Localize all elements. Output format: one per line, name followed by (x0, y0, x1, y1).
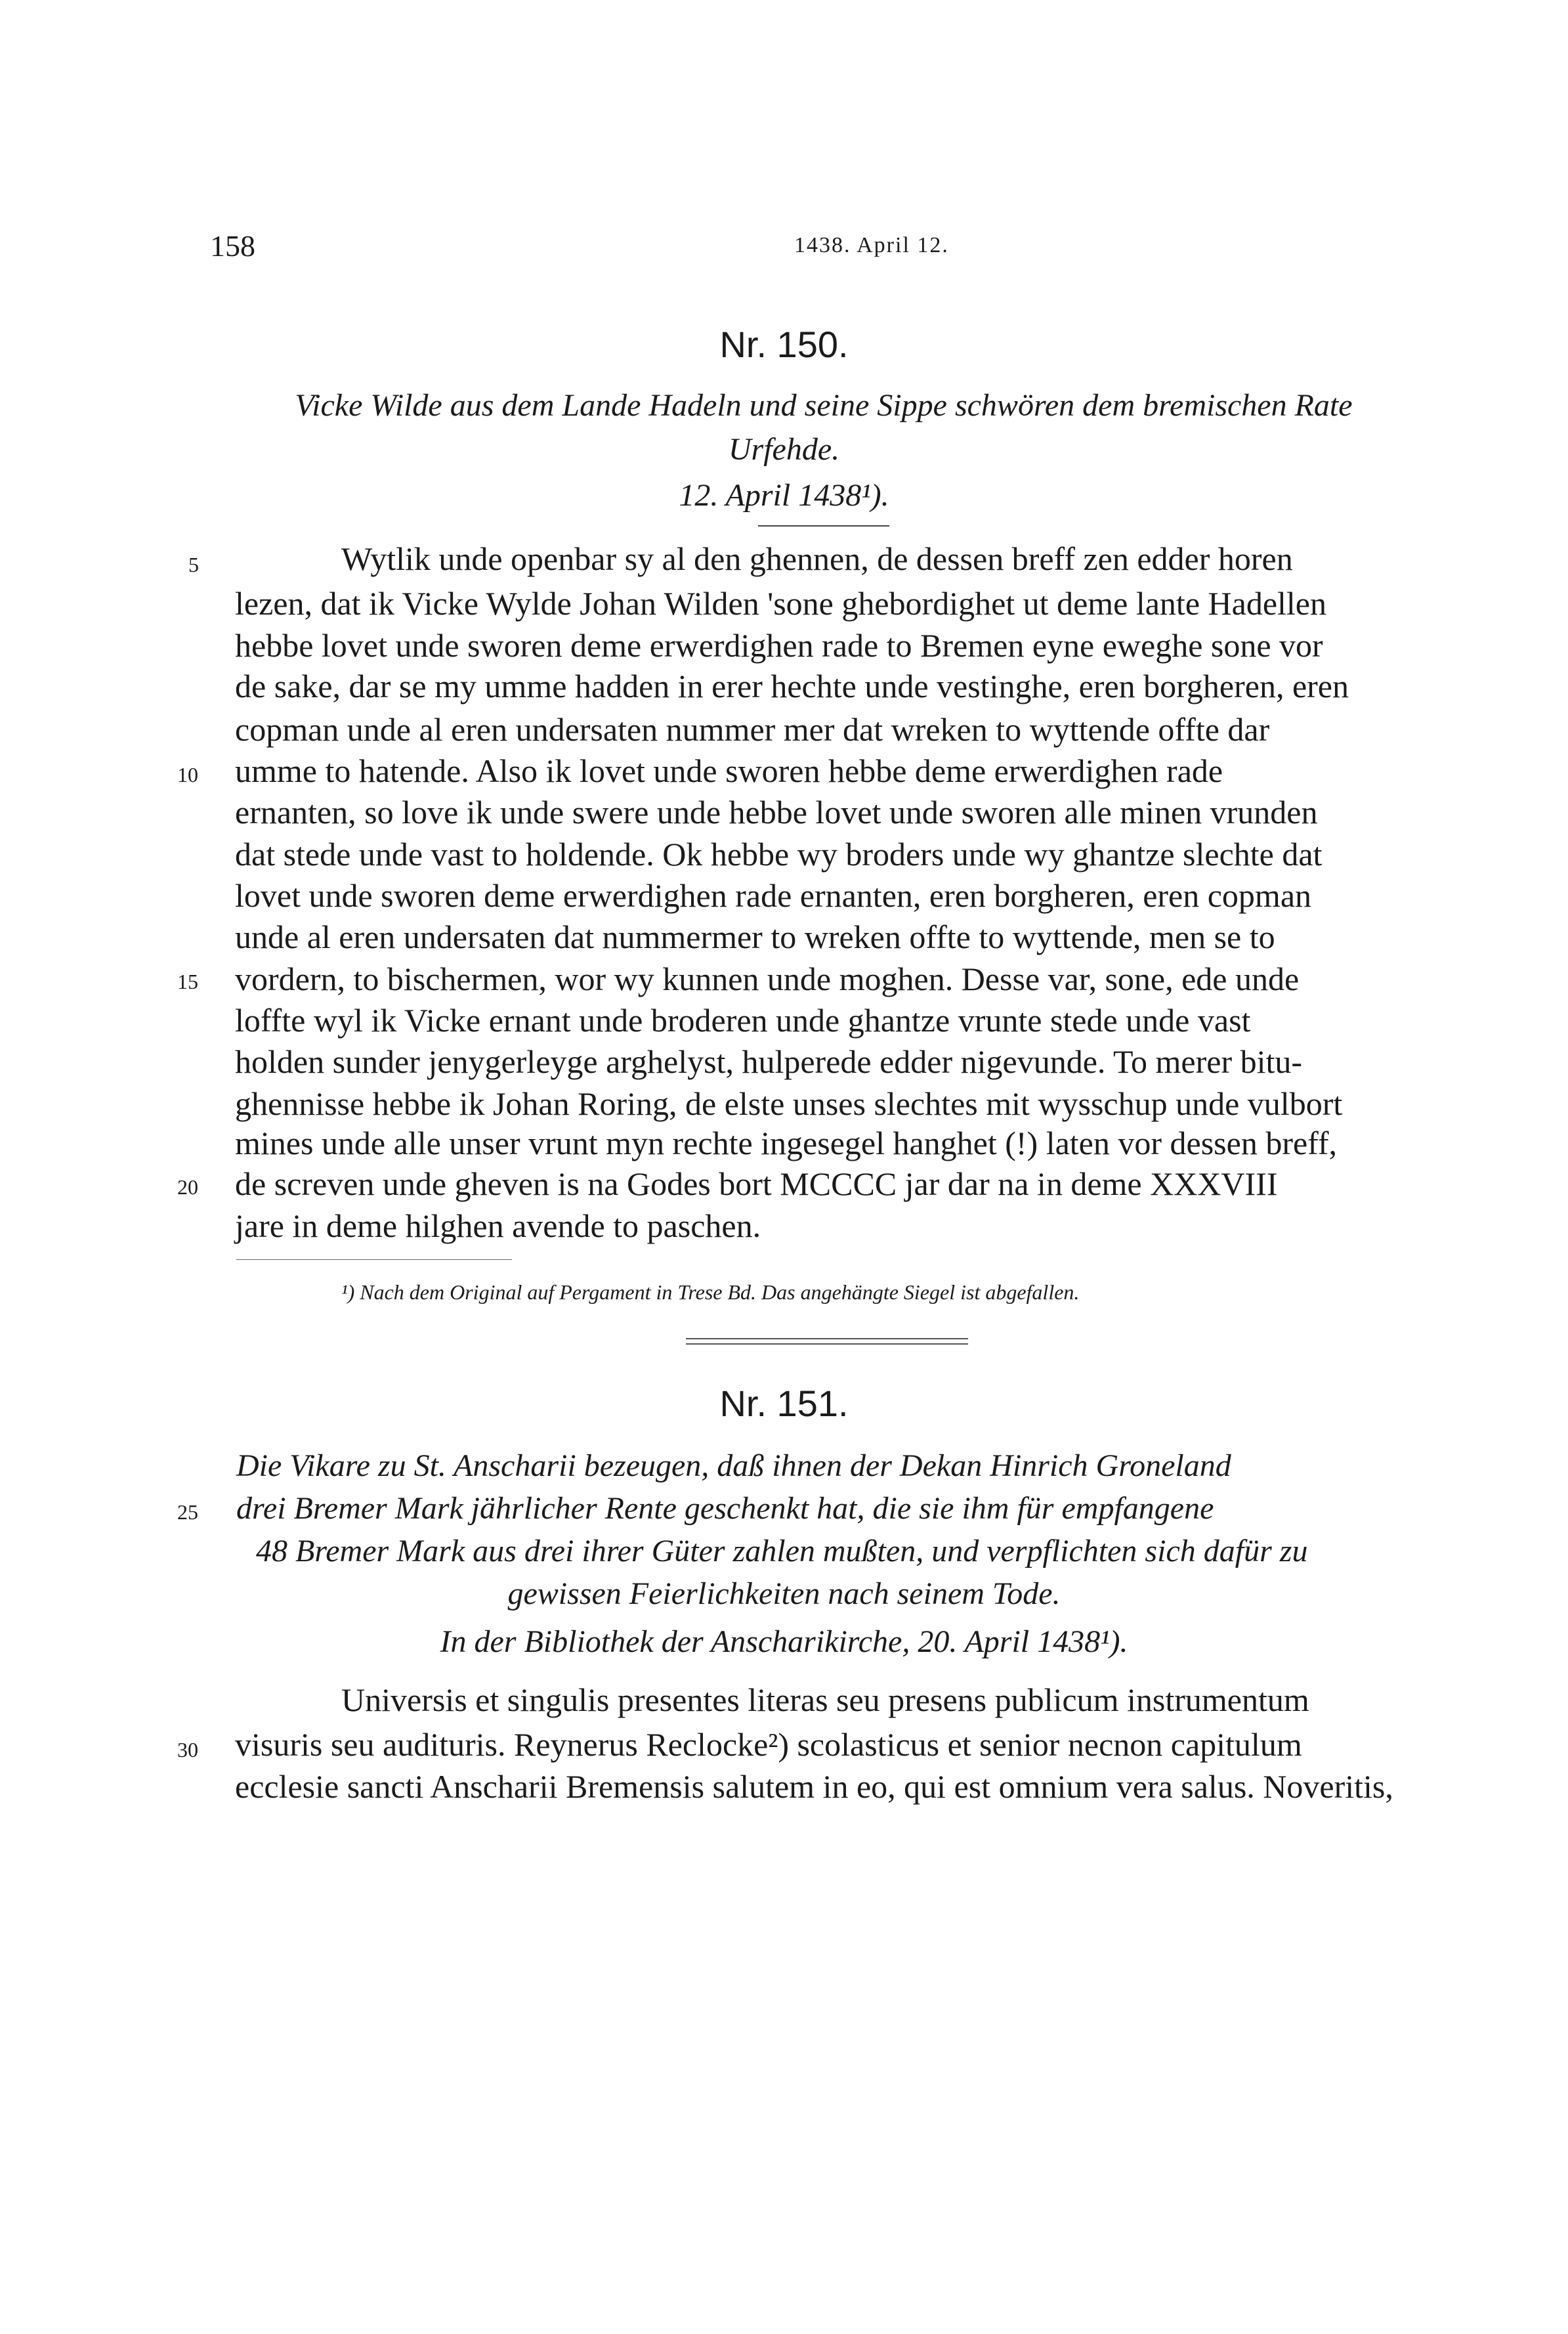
summary-150-date: 12. April 1438¹). (679, 478, 889, 513)
body-150-line: lovet unde sworen deme erwerdighen rade ernanten, eren borgheren, eren copman (235, 877, 1312, 914)
summary-150-line-1: Vicke Wilde aus dem Lande Hadeln und seine Sippe schwören dem bremischen Rate (295, 388, 1353, 423)
document-number-150: Nr. 150. (719, 324, 849, 365)
body-150-line: de sake, dar se my umme hadden in erer hechte unde vestinghe, eren borgheren, eren (235, 668, 1349, 704)
summary-151-line-3: 48 Bremer Mark aus drei ihrer Güter zahlen mußten, und verpflichten sich dafür zu (256, 1534, 1308, 1568)
document-number-151: Nr. 151. (719, 1383, 849, 1424)
summary-151-line-2: drei Bremer Mark jährlicher Rente geschenkt hat, die sie ihm für empfangene (236, 1491, 1214, 1526)
page-number: 158 (210, 229, 255, 263)
summary-151-source-date: In der Bibliothek der Anscharikirche, 20. April 1438¹). (440, 1624, 1128, 1659)
body-150-line: umme to hatende. Also ik lovet unde sworen hebbe deme erwerdighen rade (235, 752, 1223, 789)
body-150-line: mines unde alle unser vrunt myn rechte ingesegel hanghet (!) laten vor dessen breff, (235, 1125, 1338, 1161)
line-number: 30 (177, 1738, 198, 1761)
line-number: 20 (177, 1175, 198, 1199)
body-151-line: ecclesie sancti Anscharii Bremensis salutem in eo, qui est omnium vera salus. Noveritis, (235, 1768, 1393, 1805)
line-number: 10 (177, 763, 198, 787)
footnote-150: ¹) Nach dem Original auf Pergament in Trese Bd. Das angehängte Siegel ist abgefallen. (341, 1280, 1080, 1304)
body-150-line: hebbe lovet unde sworen deme erwerdighen rade to Bremen eyne eweghe sone vor (235, 627, 1323, 664)
body-150-line: holden sunder jenygerleyge arghelyst, hulperede edder nigevunde. To merer bitu- (235, 1043, 1303, 1080)
body-150-line: unde al eren undersaten dat nummermer to wreken offte to wyttende, men se to (235, 918, 1275, 955)
body-150-line: ernanten, so love ik unde swere unde hebbe lovet unde sworen alle minen vrunden (235, 794, 1318, 831)
body-150-line: vordern, to bischermen, wor wy kunnen unde moghen. Desse var, sone, ede unde (235, 961, 1300, 997)
body-150-line: Wytlik unde openbar sy al den ghennen, de dessen breff zen edder horen (341, 540, 1293, 577)
line-number: 25 (177, 1500, 198, 1524)
body-151-line: Universis et singulis presentes literas seu presens publicum instrumentum (341, 1681, 1309, 1718)
body-150-line: copman unde al eren undersaten nummer mer dat wreken to wyttende offte dar (235, 711, 1270, 748)
running-head-date: 1438. April 12. (794, 233, 949, 257)
summary-151-line-1: Die Vikare zu St. Anscharii bezeugen, daß ihnen der Dekan Hinrich Groneland (236, 1448, 1231, 1483)
body-150-line: ghennisse hebbe ik Johan Roring, de elste unses slechtes mit wysschup unde vulbort (235, 1085, 1343, 1122)
body-151-line: visuris seu audituris. Reynerus Reclocke²) scolasticus et senior necnon capitulum (235, 1726, 1302, 1763)
body-150-line: lezen, dat ik Vicke Wylde Johan Wilden 'sone ghebordighet ut deme lante Hadellen (235, 585, 1326, 622)
summary-151-line-4: gewissen Feierlichkeiten nach seinem Tode. (507, 1576, 1061, 1611)
line-number: 5 (188, 553, 199, 576)
document-separator (686, 1338, 968, 1345)
summary-150-line-2: Urfehde. (728, 432, 840, 467)
section-divider (758, 525, 889, 527)
body-150-line: loffte wyl ik Vicke ernant unde broderen unde ghantze vrunte stede unde vast (235, 1002, 1251, 1039)
body-150-line: de screven unde gheven is na Godes bort MCCCC jar dar na in deme XXXVIII (235, 1165, 1278, 1202)
body-150-line: dat stede unde vast to holdende. Ok hebbe wy broders unde wy ghantze slechte dat (235, 836, 1323, 873)
footnote-rule (236, 1259, 512, 1260)
line-number: 15 (177, 970, 198, 993)
body-150-line: jare in deme hilghen avende to paschen. (235, 1207, 761, 1244)
